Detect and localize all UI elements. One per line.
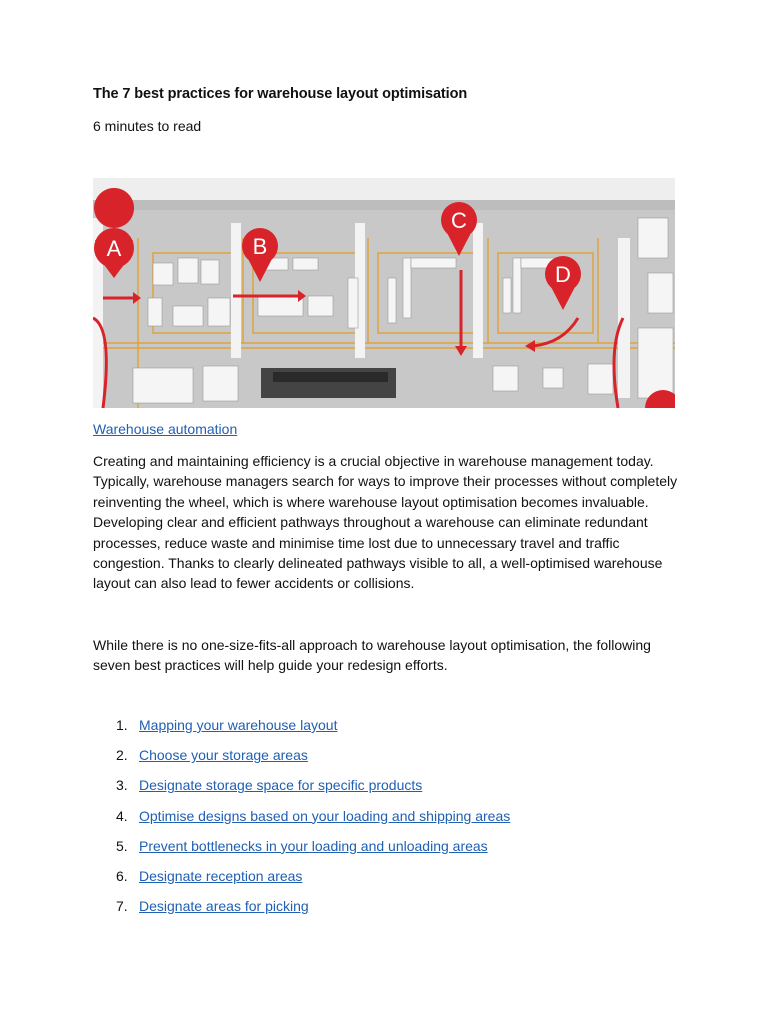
toc-link-storage-areas[interactable]: Choose your storage areas <box>139 747 308 764</box>
marker-c-label: C <box>451 208 467 233</box>
toc-number: 7. <box>116 898 128 915</box>
read-time: 6 minutes to read <box>93 118 202 134</box>
toc-item <box>93 715 678 745</box>
toc-number: 6. <box>116 867 128 884</box>
toc-number: 4. <box>116 807 128 824</box>
toc-link-reception[interactable]: Designate reception areas <box>139 867 303 884</box>
article-title: The 7 best practices for warehouse layout optimisation <box>93 86 468 102</box>
toc-number: 5. <box>116 837 128 854</box>
toc-link-storage-space[interactable]: Designate storage space for specific products <box>139 777 423 794</box>
toc-number: 3. <box>116 777 128 794</box>
toc-link-mapping-layout[interactable]: Mapping your warehouse layout <box>139 717 338 733</box>
warehouse-illustration <box>93 178 675 408</box>
hero-image <box>93 178 675 408</box>
toc-item <box>93 836 678 866</box>
toc-item <box>93 745 678 775</box>
intro-paragraph-text: Creating and maintaining efficiency is a crucial objective in warehouse management today. Typically, warehouse managers search for ways to improve their processes without completely reinventing the wheel, which is where warehouse layout optimisation becomes invaluable. Developing clear and efficient pathways throughout a warehouse can eliminate redundant processes, reduce waste and minimise time lost due to unnecessary travel and traffic congestion. Thanks to clearly delineated pathways visible to all, a well-optimised warehouse layout can also lead to fewer accidents or collisions. <box>93 453 678 592</box>
toc-item <box>93 866 678 896</box>
toc-link-loading-shipping[interactable]: Optimise designs based on your loading and shipping areas <box>139 807 511 824</box>
table-of-contents <box>93 715 678 926</box>
toc-item <box>93 806 678 836</box>
summary-paragraph: While there is no one-size-fits-all approach to warehouse layout optimisation, the following seven best practices will help guide your redesign efforts. <box>93 637 651 674</box>
toc-item <box>93 775 678 805</box>
marker-d-label: D <box>555 262 571 287</box>
toc-item <box>93 896 678 926</box>
toc-link-bottlenecks[interactable]: Prevent bottlenecks in your loading and unloading areas <box>139 837 488 854</box>
intro-paragraph <box>93 451 678 594</box>
marker-b-label: B <box>252 234 268 259</box>
toc-link-picking[interactable]: Designate areas for picking <box>139 898 309 915</box>
marker-a-label: A <box>106 236 122 261</box>
toc-number: 2. <box>116 747 128 764</box>
toc-number: 1. <box>116 717 128 733</box>
category-link[interactable]: Warehouse automation <box>93 421 238 437</box>
